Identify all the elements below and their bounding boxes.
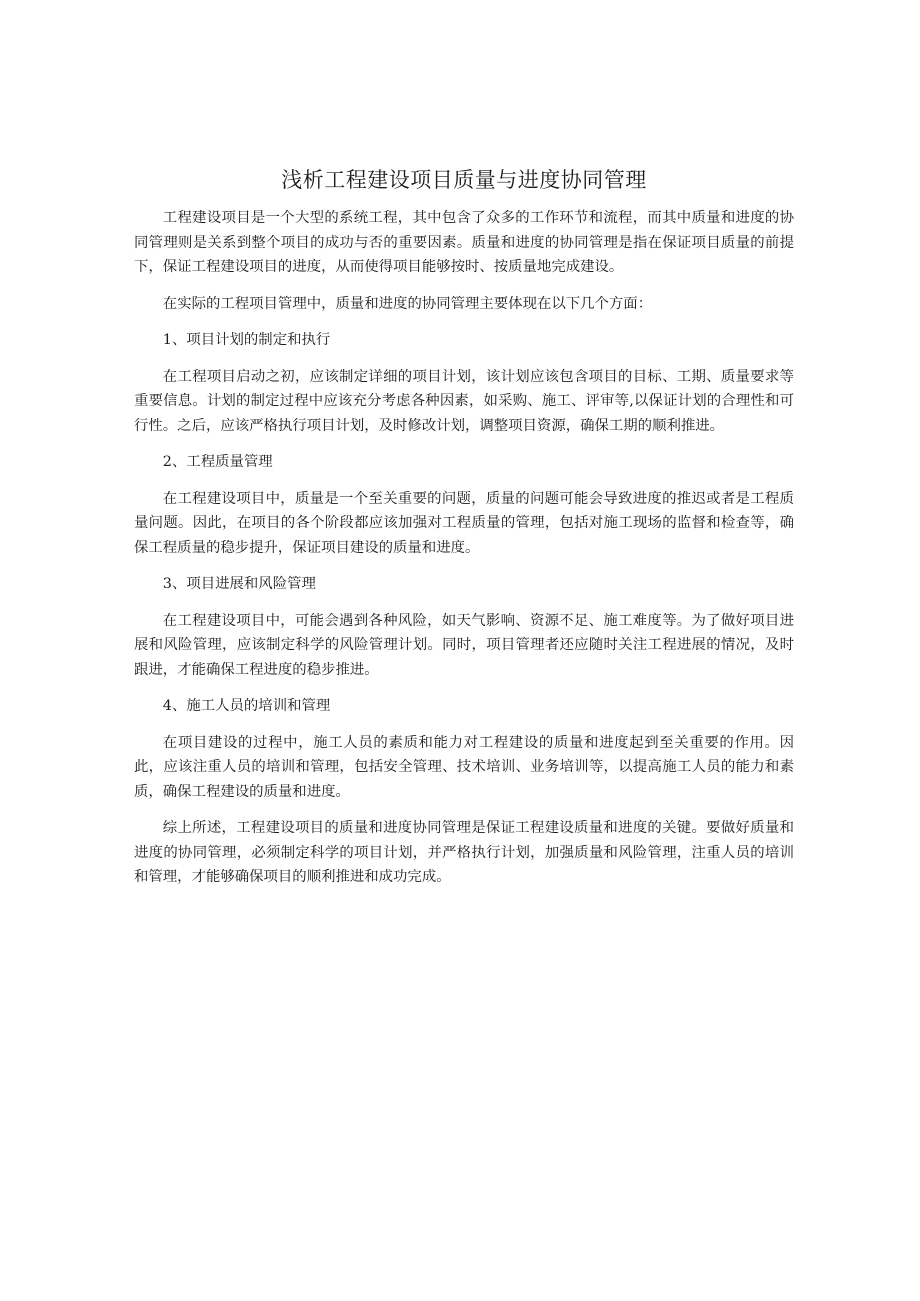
document-title: 浅析工程建设项目质量与进度协同管理 bbox=[281, 168, 647, 192]
document-body bbox=[134, 206, 794, 902]
overview-paragraph: 在实际的工程项目管理中，质量和进度的协同管理主要体现在以下几个方面： bbox=[162, 295, 653, 312]
section-heading-2: 2、工程质量管理 bbox=[162, 454, 273, 470]
section-heading-1: 1、项目计划的制定和执行 bbox=[162, 332, 331, 348]
section-paragraph-1: 在工程项目启动之初，应该制定详细的项目计划，该计划应该包含项目的目标、工期、质量要求等重要信息。计划的制定过程中应该充分考虑各种因素，如采购、施工、评审等,以保证计划的合理性和可行性。之后，应该严格执行项目计划，及时修改计划，调整项目资源，确保工期的顺利推进。 bbox=[134, 368, 794, 434]
section-paragraph-2: 在工程建设项目中，质量是一个至关重要的问题，质量的问题可能会导致进度的推迟或者是工程质量问题。因此，在项目的各个阶段都应该加强对工程质量的管理，包括对施工现场的监督和检查等，确保工程质量的稳步提升，保证项目建设的质量和进度。 bbox=[134, 490, 794, 556]
conclusion-paragraph: 综上所述，工程建设项目的质量和进度协同管理是保证工程建设质量和进度的关键。要做好质量和进度的协同管理，必须制定科学的项目计划，并严格执行计划，加强质量和风险管理，注重人员的培训和管理，才能够确保项目的顺利推进和成功完成。 bbox=[134, 820, 794, 885]
section-paragraph-3: 在工程建设项目中，可能会遇到各种风险，如天气影响、资源不足、施工难度等。为了做好项目进展和风险管理，应该制定科学的风险管理计划。同时，项目管理者还应随时关注工程进展的情况，及时跟进，才能确保工程进度的稳步推进。 bbox=[134, 612, 794, 678]
section-heading-4: 4、施工人员的培训和管理 bbox=[162, 698, 331, 714]
section-heading-3: 3、项目进展和风险管理 bbox=[162, 576, 316, 592]
section-paragraph-4: 在项目建设的过程中，施工人员的素质和能力对工程建设的质量和进度起到至关重要的作用。因此，应该注重人员的培训和管理，包括安全管理、技术培训、业务培训等，以提高施工人员的能力和素质，确保工程建设的质量和进度。 bbox=[134, 734, 794, 800]
intro-paragraph: 工程建设项目是一个大型的系统工程，其中包含了众多的工作环节和流程，而其中质量和进度的协同管理则是关系到整个项目的成功与否的重要因素。质量和进度的协同管理是指在保证项目质量的前提下，保证工程建设项目的进度，从而使得项目能够按时、按质量地完成建设。 bbox=[134, 210, 794, 275]
